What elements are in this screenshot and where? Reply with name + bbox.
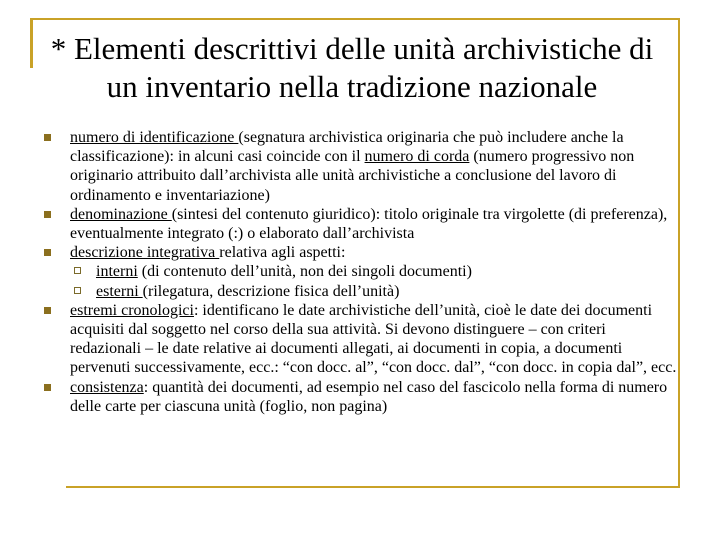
underlined-term: numero di identificazione: [70, 129, 239, 146]
underlined-term: interni: [96, 263, 138, 281]
underlined-term: estremi cronologici: [70, 301, 194, 319]
square-bullet-icon: [44, 211, 51, 218]
text-run: (segnatura archivistica originaria che può includere anche la classificazione): in alcuni casi coincide con il: [70, 129, 624, 166]
underlined-term: descrizione integrativa: [70, 244, 220, 262]
list-item: [44, 128, 680, 205]
underlined-term: consistenza: [70, 378, 144, 396]
list-item: [44, 243, 680, 301]
title-line-2: un inventario nella tradizione nazionale: [106, 69, 598, 104]
list-item-text: [70, 206, 667, 242]
underlined-term: denominazione: [70, 205, 172, 223]
title-star: *: [50, 31, 67, 66]
sub-list-item: [70, 262, 680, 281]
underlined-term: esterni: [96, 282, 143, 300]
underlined-term: numero di corda: [364, 148, 470, 166]
text-run: : quantità dei documenti, ad esempio nel caso del fascicolo nella forma di numero delle carte per ciascuna unità (foglio, non pagina): [70, 378, 668, 415]
text-run: (rilegatura, descrizione fisica dell’unità): [142, 282, 400, 300]
list-item-text: [70, 302, 676, 377]
list-item: [44, 301, 680, 378]
square-bullet-icon: [44, 307, 51, 314]
sub-list-item-text: [96, 283, 399, 300]
hollow-square-bullet-icon: [74, 287, 81, 294]
slide-title: [32, 30, 672, 106]
text-run: relativa agli aspetti:: [219, 244, 346, 262]
list-item: [44, 205, 680, 243]
text-run: (di contenuto dell’unità, non dei singoli documenti): [137, 263, 472, 281]
hollow-square-bullet-icon: [74, 267, 81, 274]
list-item-text: [70, 244, 345, 261]
text-run: (numero progressivo non originario attribuito dall’archivista alle unità archivistiche a conclusione del lavoro di ordinamento e inventariazione): [70, 148, 635, 204]
square-bullet-icon: [44, 384, 51, 391]
sub-list-item-text: [96, 263, 472, 280]
frame-bottom-line: [66, 486, 680, 488]
square-bullet-icon: [44, 134, 51, 141]
list-item: [44, 378, 680, 416]
frame-top-line: [30, 18, 680, 20]
text-run: (sintesi del contenuto giuridico): titolo originale tra virgolette (di preferenza), eventualmente integrato (:) o elaborato dall’archivista: [70, 205, 668, 243]
text-run: : identificano le date archivistiche dell’unità, cioè le date dei documenti acquisiti dal soggetto nel corso della sua attività. Si devono distinguere – con criteri redazionali – le date relative ai documenti allegati, ai documenti in copia, a documenti pervenuti successivamente, ecc.: “con docc. al”, “con docc. dal”, “con docc. in copia dal”, ecc.: [70, 301, 677, 377]
bullet-list: [44, 128, 680, 416]
title-line-1: Elementi descrittivi delle unità archivistiche di: [66, 31, 654, 66]
square-bullet-icon: [44, 249, 51, 256]
list-item-text: [70, 129, 634, 204]
sub-list-item: [70, 282, 680, 301]
list-item-text: [70, 379, 667, 415]
